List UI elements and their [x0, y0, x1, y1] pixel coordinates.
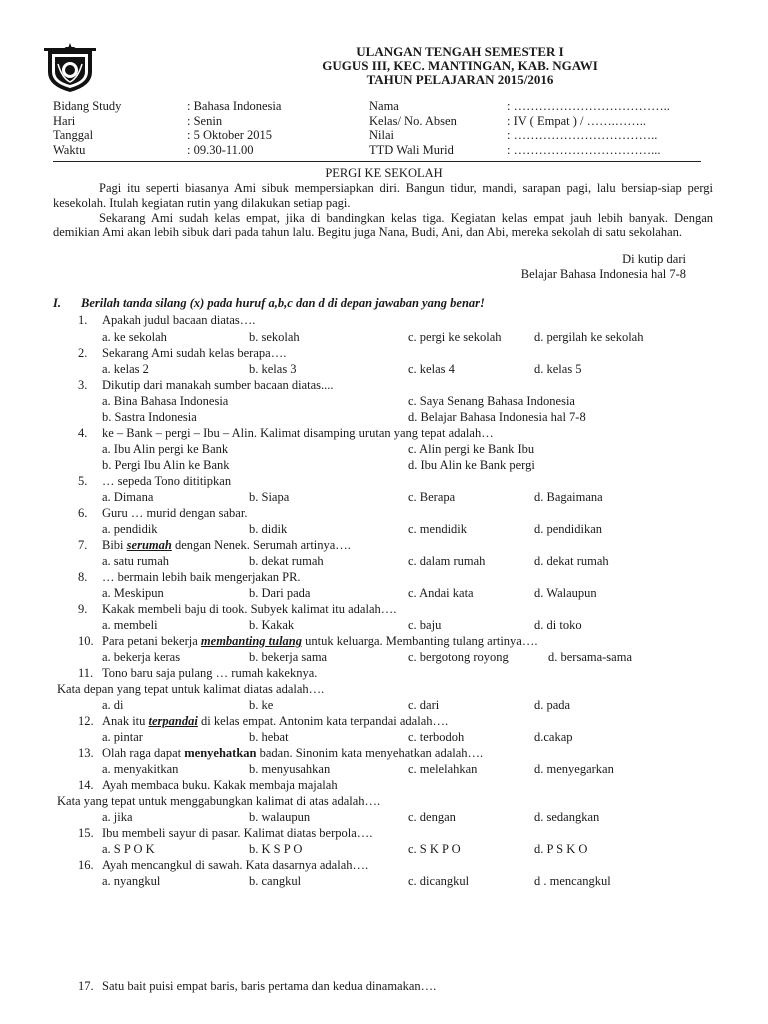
option-b[interactable]: b. Sastra Indonesia: [102, 410, 197, 424]
option-a[interactable]: a. jika: [102, 810, 133, 824]
question-10-options: [0, 650, 768, 666]
question-text: Satu bait puisi empat baris, baris pertama dan kedua dinamakan….: [102, 979, 437, 993]
parent-signature-field[interactable]: : ……………………………...: [507, 142, 661, 157]
question-number: 2.: [78, 346, 88, 360]
question-16-options: [0, 874, 768, 890]
question-2: [0, 346, 768, 362]
option-d[interactable]: d.cakap: [534, 730, 573, 744]
question-1-options: [0, 330, 768, 346]
option-a[interactable]: a. kelas 2: [102, 362, 149, 376]
score-field[interactable]: : ……………………………..: [507, 128, 658, 142]
question-4-options-bd: [0, 458, 768, 474]
question-text: Kakak membeli baju di took. Subyek kalimat itu adalah….: [102, 602, 397, 616]
question-14-options: [0, 810, 768, 826]
question-10: [0, 634, 768, 650]
option-c[interactable]: c. mendidik: [408, 522, 468, 536]
option-a[interactable]: a. Dimana: [102, 490, 154, 504]
question-text: Tono baru saja pulang … rumah kakeknya.: [102, 666, 318, 680]
option-c[interactable]: c. dengan: [408, 810, 456, 824]
option-b[interactable]: b. Pergi Ibu Alin ke Bank: [102, 458, 230, 472]
question-text: Kata depan yang tepat untuk kalimat diatas adalah….: [57, 682, 325, 696]
underlined-term: serumah: [126, 538, 172, 552]
option-c[interactable]: c. Saya Senang Bahasa Indonesia: [408, 394, 575, 408]
option-d[interactable]: d. Ibu Alin ke Bank pergi: [408, 458, 535, 472]
option-d[interactable]: d. bersama-sama: [548, 650, 632, 664]
question-6-options: [0, 522, 768, 538]
option-b[interactable]: b. cangkul: [249, 874, 302, 888]
class-field[interactable]: : IV ( Empat ) / …….……..: [507, 113, 646, 128]
question-8: [0, 570, 768, 586]
question-6: [0, 506, 768, 522]
question-number: 9.: [78, 602, 88, 616]
question-text: Anak itu terpandai di kelas empat. Antonim kata terpandai adalah….: [102, 714, 449, 728]
question-text: Kata yang tepat untuk menggabungkan kalimat di atas adalah….: [57, 794, 381, 808]
question-3-options-ac: [0, 394, 768, 410]
question-12-options: [0, 730, 768, 746]
underlined-term: terpandai: [148, 714, 198, 728]
question-text: Apakah judul bacaan diatas….: [102, 313, 256, 327]
option-c[interactable]: c. kelas 4: [408, 362, 455, 376]
question-number: 7.: [78, 538, 88, 552]
section-number: I.: [53, 296, 61, 310]
day-label: Hari: [53, 113, 76, 128]
source-line-1: Di kutip dari: [622, 252, 686, 266]
option-a[interactable]: a. Ibu Alin pergi ke Bank: [102, 442, 229, 456]
question-3: [0, 378, 768, 394]
option-d[interactable]: d. Bagaimana: [534, 490, 603, 504]
date-value: : 5 Oktober 2015: [187, 128, 273, 142]
subject-value: : Bahasa Indonesia: [187, 99, 282, 113]
option-b[interactable]: b. didik: [249, 522, 288, 536]
option-c[interactable]: c. S K P O: [408, 842, 461, 856]
option-c[interactable]: c. dicangkul: [408, 874, 470, 888]
question-text: Dikutip dari manakah sumber bacaan diatas....: [102, 378, 334, 392]
question-number: 10.: [78, 634, 94, 648]
question-text: … sepeda Tono dititipkan: [102, 474, 232, 488]
option-a[interactable]: a. pendidik: [102, 522, 158, 536]
option-b[interactable]: b. bekerja sama: [249, 650, 328, 664]
option-d[interactable]: d. pada: [534, 698, 571, 712]
option-c[interactable]: c. dari: [408, 698, 440, 712]
question-9-options: [0, 618, 768, 634]
question-1: [0, 313, 768, 329]
question-11: [0, 666, 768, 682]
option-c[interactable]: c. Alin pergi ke Bank Ibu: [408, 442, 535, 456]
option-c[interactable]: c. bergotong royong: [408, 650, 509, 664]
question-14: [0, 778, 768, 794]
question-number: 6.: [78, 506, 88, 520]
time-label: Waktu: [53, 142, 86, 157]
option-c[interactable]: c. Andai kata: [408, 586, 474, 600]
option-b[interactable]: b. ke: [249, 698, 274, 712]
parent-signature-label: TTD Wali Murid: [369, 142, 454, 157]
question-number: 14.: [78, 778, 94, 792]
option-a[interactable]: a. membeli: [102, 618, 158, 632]
option-b[interactable]: b. kelas 3: [249, 362, 297, 376]
question-number: 12.: [78, 714, 94, 728]
question-8-options: [0, 586, 768, 602]
option-d[interactable]: d. kelas 5: [534, 362, 582, 376]
question-4-options-ac: [0, 442, 768, 458]
option-d[interactable]: d . mencangkul: [534, 874, 611, 888]
question-number: 11.: [78, 666, 94, 680]
option-d[interactable]: d. P S K O: [534, 842, 588, 856]
question-number: 1.: [78, 313, 88, 327]
score-label: Nilai: [369, 128, 394, 142]
question-text: … bermain lebih baik mengerjakan PR.: [102, 570, 301, 584]
option-b[interactable]: b. menyusahkan: [249, 762, 331, 776]
time-value: : 09.30-11.00: [187, 142, 254, 157]
question-number: 15.: [78, 826, 94, 840]
question-text: Guru … murid dengan sabar.: [102, 506, 248, 520]
academic-year: TAHUN PELAJARAN 2015/2016: [366, 72, 554, 87]
question-2-options: [0, 362, 768, 378]
option-b[interactable]: b. dekat rumah: [249, 554, 324, 568]
question-text: Ayah mencangkul di sawah. Kata dasarnya adalah….: [102, 858, 369, 872]
question-7-options: [0, 554, 768, 570]
option-b[interactable]: b. Dari pada: [249, 586, 311, 600]
section-instruction: Berilah tanda silang (x) pada huruf a,b,c dan d di depan jawaban yang benar!: [81, 296, 485, 310]
option-a[interactable]: a. satu rumah: [102, 554, 169, 568]
option-a[interactable]: a. pintar: [102, 730, 143, 744]
question-3-options-bd: [0, 410, 768, 426]
exam-title: ULANGAN TENGAH SEMESTER I: [356, 44, 564, 59]
question-number: 3.: [78, 378, 88, 392]
question-number: 17.: [78, 979, 94, 993]
option-a[interactable]: a. bekerja keras: [102, 650, 181, 664]
option-b[interactable]: b. Siapa: [249, 490, 290, 504]
option-b[interactable]: b. K S P O: [249, 842, 303, 856]
reading-title: PERGI KE SEKOLAH: [325, 166, 443, 180]
question-number: 13.: [78, 746, 94, 760]
question-number: 4.: [78, 426, 88, 440]
option-a[interactable]: a. nyangkul: [102, 874, 161, 888]
option-d[interactable]: d. Walaupun: [534, 586, 597, 600]
option-d[interactable]: d. dekat rumah: [534, 554, 609, 568]
question-text: Ibu membeli sayur di pasar. Kalimat diatas berpola….: [102, 826, 373, 840]
question-7: [0, 538, 768, 554]
day-value: : Senin: [187, 113, 223, 128]
option-a[interactable]: a. S P O K: [102, 842, 155, 856]
question-text: Ayah membaca buku. Kakak membaja majalah: [102, 778, 338, 792]
option-c[interactable]: c. dalam rumah: [408, 554, 486, 568]
question-17: [0, 979, 768, 995]
option-c[interactable]: c. Berapa: [408, 490, 456, 504]
bold-term: menyehatkan: [184, 746, 257, 760]
question-11-options: [0, 698, 768, 714]
divider: [53, 161, 701, 162]
source-line-2: Belajar Bahasa Indonesia hal 7-8: [520, 266, 686, 281]
option-b[interactable]: b. hebat: [249, 730, 289, 744]
reading-paragraph-1: Pagi itu seperti biasanya Ami sibuk mempersiapkan diri. Bangun tidur, mandi, sarapan pagi, lalu bersiap-siap pergi kesekolah. Itulah kegiatan rutin yang dilakukan setiap pagi.: [53, 181, 713, 210]
question-text: Olah raga dapat menyehatkan badan. Sinonim kata menyehatkan adalah….: [102, 746, 484, 760]
question-text: Sekarang Ami sudah kelas berapa….: [102, 346, 287, 360]
question-13-options: [0, 762, 768, 778]
underlined-term: membanting tulang: [200, 634, 302, 648]
option-c[interactable]: c. pergi ke sekolah: [408, 330, 502, 344]
reading-passage: [53, 181, 713, 240]
reading-source: [521, 252, 686, 282]
question-text: Para petani bekerja membanting tulang untuk keluarga. Membanting tulang artinya….: [102, 634, 538, 648]
option-b[interactable]: b. sekolah: [249, 330, 300, 344]
option-b[interactable]: b. walaupun: [249, 810, 311, 824]
question-number: 16.: [78, 858, 94, 872]
option-d[interactable]: d. menyegarkan: [534, 762, 614, 776]
exam-subtitle: GUGUS III, KEC. MANTINGAN, KAB. NGAWI: [322, 58, 598, 73]
question-number: 8.: [78, 570, 88, 584]
question-text: ke – Bank – pergi – Ibu – Alin. Kalimat disamping urutan yang tepat adalah…: [102, 426, 494, 440]
question-13: [0, 746, 768, 762]
question-4: [0, 426, 768, 442]
date-label: Tanggal: [53, 128, 94, 142]
option-a[interactable]: a. Meskipun: [102, 586, 164, 600]
school-emblem-logo: [44, 42, 96, 94]
class-label: Kelas/ No. Absen: [369, 113, 457, 128]
option-c[interactable]: c. baju: [408, 618, 442, 632]
question-number: 5.: [78, 474, 88, 488]
question-15: [0, 826, 768, 842]
name-field[interactable]: : ………………………………..: [507, 99, 670, 113]
option-a[interactable]: a. ke sekolah: [102, 330, 167, 344]
question-text: Bibi serumah dengan Nenek. Serumah artinya….: [102, 538, 351, 552]
option-a[interactable]: a. di: [102, 698, 124, 712]
question-11-prompt: [0, 682, 768, 698]
option-d[interactable]: d. pendidikan: [534, 522, 603, 536]
option-d[interactable]: d. Belajar Bahasa Indonesia hal 7-8: [408, 410, 586, 424]
option-b[interactable]: b. Kakak: [249, 618, 295, 632]
student-info-block: [53, 99, 713, 157]
question-9: [0, 602, 768, 618]
question-5: [0, 474, 768, 490]
option-d[interactable]: d. sedangkan: [534, 810, 600, 824]
option-d[interactable]: d. di toko: [534, 618, 582, 632]
question-5-options: [0, 490, 768, 506]
option-a[interactable]: a. Bina Bahasa Indonesia: [102, 394, 229, 408]
subject-label: Bidang Study: [53, 99, 122, 113]
option-c[interactable]: c. melelahkan: [408, 762, 478, 776]
question-15-options: [0, 842, 768, 858]
name-label: Nama: [369, 99, 399, 113]
question-14-prompt: [0, 794, 768, 810]
reading-paragraph-2: Sekarang Ami sudah kelas empat, jika di bandingkan kelas tiga. Kegiatan kelas empat jauh lebih banyak. Dengan demikian Ami akan lebih sibuk dari pada tahun lalu. Begitu juga Nana, Budi, Ani, dan Abi, mereka sekolah di satu sekolahan.: [53, 210, 713, 240]
question-12: [0, 714, 768, 730]
question-16: [0, 858, 768, 874]
option-d[interactable]: d. pergilah ke sekolah: [534, 330, 644, 344]
option-a[interactable]: a. menyakitkan: [102, 762, 179, 776]
option-c[interactable]: c. terbodoh: [408, 730, 465, 744]
